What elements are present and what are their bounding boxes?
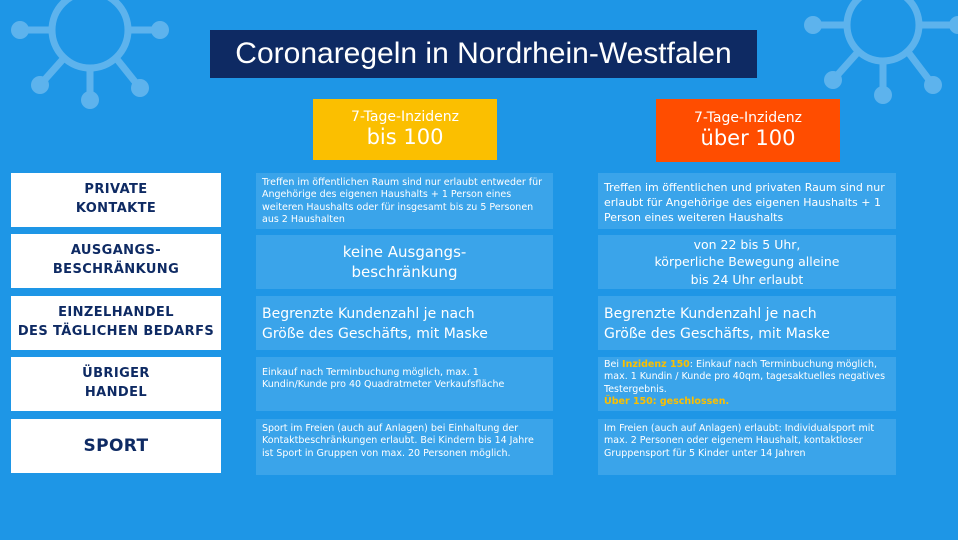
row-label-private-kontakte: PRIVATE KONTAKTE <box>11 173 221 227</box>
virus-icon <box>0 0 180 130</box>
cell-text-line: Begrenzte Kundenzahl je nach <box>604 306 817 322</box>
cell-text-line: Begrenzte Kundenzahl je nach <box>262 306 475 322</box>
row-label-uebriger-handel: ÜBRIGER HANDEL <box>11 357 221 411</box>
cell-sport-bis-100: Sport im Freien (auch auf Anlagen) bei Einhaltung der Kontaktbeschränkungen erlaubt. Bei Kindern bis 14 Jahre ist Sport in Gruppen von max. 20 Personen möglich. <box>256 419 553 475</box>
cell-text-line: beschränkung <box>351 263 458 281</box>
cell-einzelhandel-bis-100 <box>256 296 553 350</box>
column-header-line2: bis 100 <box>366 125 444 150</box>
cell-ausgang-ueber-100 <box>598 235 896 289</box>
column-header-bis-100 <box>313 99 497 160</box>
cell-text-line: von 22 bis 5 Uhr, <box>693 236 801 252</box>
cell-ausgang-bis-100 <box>256 235 553 289</box>
row-label-ausgangsbeschraenkung: AUSGANGS- BESCHRÄNKUNG <box>11 234 221 288</box>
cell-text-line: Größe des Geschäfts, mit Maske <box>262 326 488 343</box>
column-header-line2: über 100 <box>700 126 796 151</box>
column-header-line1: 7-Tage-Inzidenz <box>350 108 459 125</box>
cell-uebriger-handel-bis-100: Einkauf nach Terminbuchung möglich, max. 1 Kundin/Kunde pro 40 Quadratmeter Verkaufsfläche <box>256 357 553 411</box>
column-header-line1: 7-Tage-Inzidenz <box>693 109 802 126</box>
cell-text: Bei <box>604 359 623 370</box>
highlight-inzidenz-150: Inzidenz 150 <box>622 359 690 370</box>
page-title-text: Coronaregeln in Nordrhein-Westfalen <box>235 37 732 70</box>
cell-text-line: keine Ausgangs- <box>342 242 467 261</box>
cell-text: : Einkauf nach Terminbuchung möglich, max. 1 Kundin / Kunde pro 40qm, tagesaktuelles negatives Testergebnis. <box>604 359 886 395</box>
cell-einzelhandel-ueber-100 <box>598 296 896 350</box>
cell-private-kontakte-bis-100: Treffen im öffentlichen Raum sind nur erlaubt entweder für Angehörige des eigenen Haushalts + 1 Person eines weiteren Haushalts oder für insgesamt bis zu 5 Personen aus 2 Haushalten <box>256 173 553 229</box>
column-header-ueber-100 <box>656 99 840 162</box>
cell-uebriger-handel-ueber-100 <box>598 357 896 411</box>
row-label-sport: SPORT <box>11 419 221 473</box>
cell-private-kontakte-ueber-100: Treffen im öffentlichen und privaten Raum sind nur erlaubt für Angehörige des eigenen Haushalts + 1 Person eines weiteren Haushalts <box>598 173 896 229</box>
cell-text-line: bis 24 Uhr erlaubt <box>690 271 804 287</box>
cell-text-line: Größe des Geschäfts, mit Maske <box>604 326 830 343</box>
highlight-geschlossen: Über 150: geschlossen. <box>604 396 730 408</box>
row-label-einzelhandel: EINZELHANDEL DES TÄGLICHEN BEDARFS <box>11 296 221 350</box>
cell-text-line: körperliche Bewegung alleine <box>654 254 840 270</box>
page-title <box>210 30 757 78</box>
cell-sport-ueber-100: Im Freien (auch auf Anlagen) erlaubt: Individualsport mit max. 2 Personen oder eigenem Haushalt, kontaktloser Gruppensport für 5 Kinder unter 14 Jahren <box>598 419 896 475</box>
